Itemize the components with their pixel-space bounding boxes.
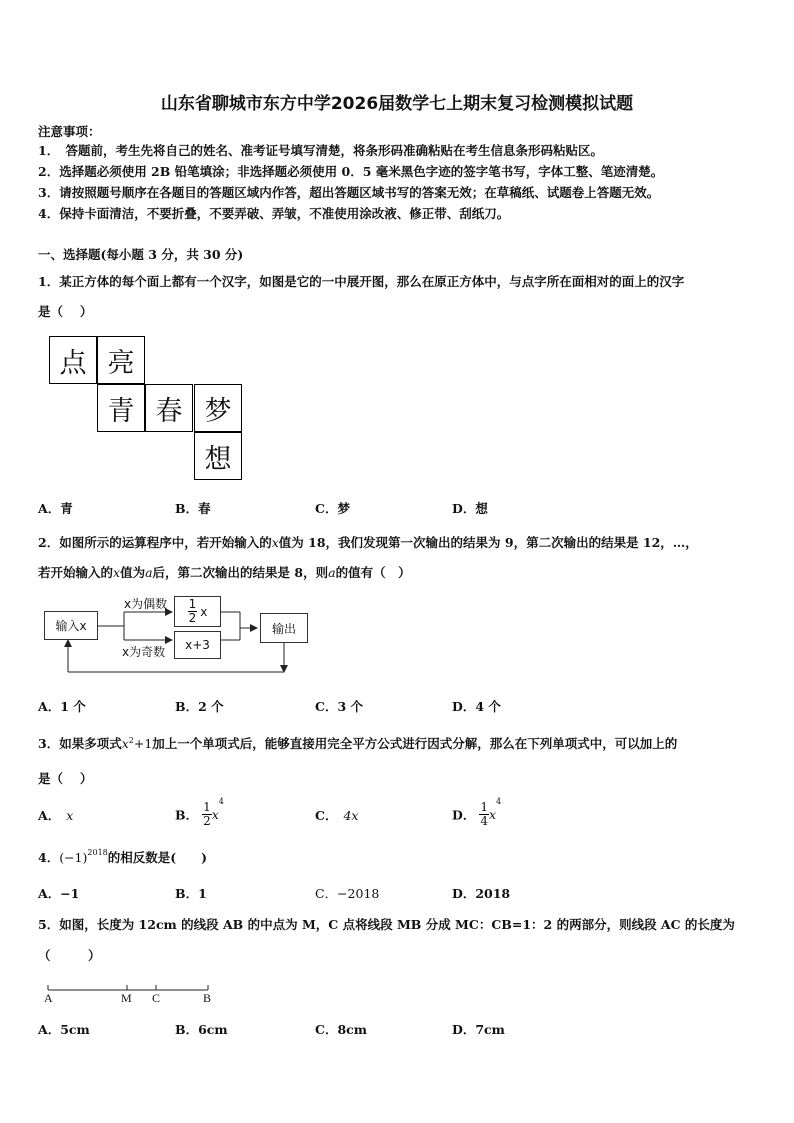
q2-text: 2．如图所示的运算程序中，若开始输入的x值为 18，我们发现第一次输出的结果为 9，第二次输出的结果是 12，…， — [38, 535, 698, 550]
q2-text-2: 若开始输入的x值为a后，第二次输出的结果是 8，则a的值有（ ） — [38, 565, 411, 580]
flow-half-box: $\frac{1}{2}$ x — [174, 596, 221, 627]
page-title: 山东省聊城市东方中学2026届数学七上期末复习检测模拟试题 — [160, 94, 634, 114]
option-b: B．1 — [175, 886, 207, 901]
notice-item: 1． 答题前，考生先将自己的姓名、准考证号填写清楚，将条形码准确粘贴在考生信息条形码粘贴区。 — [38, 143, 603, 158]
q4-text: 4．$(-1)^{2018}$的相反数是( ) — [38, 848, 208, 865]
option-c: C．−2018 — [315, 886, 380, 901]
q1-text-2: 是（ ） — [38, 304, 93, 319]
net-cell: 想 — [194, 432, 242, 480]
net-cell: 点 — [49, 336, 97, 384]
net-cell: 梦 — [194, 384, 242, 432]
flow-output-box: 输出 — [260, 613, 308, 643]
option-b: B．2 个 — [175, 699, 224, 714]
point-label: C — [152, 991, 161, 1005]
notice-heading: 注意事项： — [38, 124, 101, 139]
option-c: C．8cm — [315, 1022, 367, 1037]
option-a: A． x — [38, 808, 74, 823]
option-d: D． $\frac{1}{4}$ $x^4$ — [452, 797, 502, 828]
point-label: B — [203, 991, 212, 1005]
section-heading: 一、选择题(每小题 3 分，共 30 分) — [38, 247, 244, 262]
net-cell: 春 — [145, 384, 193, 432]
q1-text: 1．某正方体的每个面上都有一个汉字，如图是它的一中展开图，那么在原正方体中，与点字所在面相对的面上的汉字 — [38, 274, 685, 289]
option-d: D．想 — [452, 501, 488, 516]
flow-plus3-box: x+3 — [174, 631, 221, 659]
notice-item: 3．请按照题号顺序在各题目的答题区域内作答，超出答题区域书写的答案无效；在草稿纸、试题卷上答题无效。 — [38, 185, 660, 200]
net-cell: 青 — [97, 384, 145, 432]
option-d: D．2018 — [452, 886, 511, 901]
net-cell: 亮 — [97, 336, 145, 384]
q5-text: 5．如图，长度为 12cm 的线段 AB 的中点为 M，C 点将线段 MB 分成 MC：CB=1：2 的两部分，则线段 AC 的长度为 — [38, 917, 735, 932]
option-c: C．3 个 — [315, 699, 363, 714]
option-b: B．6cm — [175, 1022, 228, 1037]
point-label: M — [121, 991, 132, 1005]
option-a: A．1 个 — [38, 699, 86, 714]
option-a: A．5cm — [38, 1022, 90, 1037]
option-b: B．春 — [175, 501, 211, 516]
flow-input-box: 输入x — [44, 611, 98, 640]
option-c: C． 4x — [315, 808, 359, 823]
option-d: D．4 个 — [452, 699, 501, 714]
q3-text-2: 是（ ） — [38, 771, 93, 786]
option-d: D．7cm — [452, 1022, 505, 1037]
odd-label: x为奇数 — [122, 645, 166, 659]
option-a: A．青 — [38, 501, 73, 516]
even-label: x为偶数 — [124, 597, 168, 611]
notice-item: 2．选择题必须使用 2B 铅笔填涂；非选择题必须使用 0．5 毫米黑色字迹的签字笔书写，字体工整、笔迹清楚。 — [38, 164, 664, 179]
notice-item: 4．保持卡面清洁，不要折叠，不要弄破、弄皱，不准使用涂改液、修正带、刮纸刀。 — [38, 206, 510, 221]
option-c: C．梦 — [315, 501, 350, 516]
point-label: A — [44, 991, 53, 1005]
half-fraction: $\frac{1}{2}$ — [188, 597, 197, 625]
q3-text: 3．如果多项式$x^2+1$加上一个单项式后，能够直接用完全平方公式进行因式分解，那么在下列单项式中，可以加上的 — [38, 735, 678, 751]
option-b: B． $\frac{1}{2}$ $x^4$ — [175, 797, 224, 828]
option-a: A．−1 — [38, 886, 80, 901]
q5-text-2: （ ） — [38, 948, 101, 963]
